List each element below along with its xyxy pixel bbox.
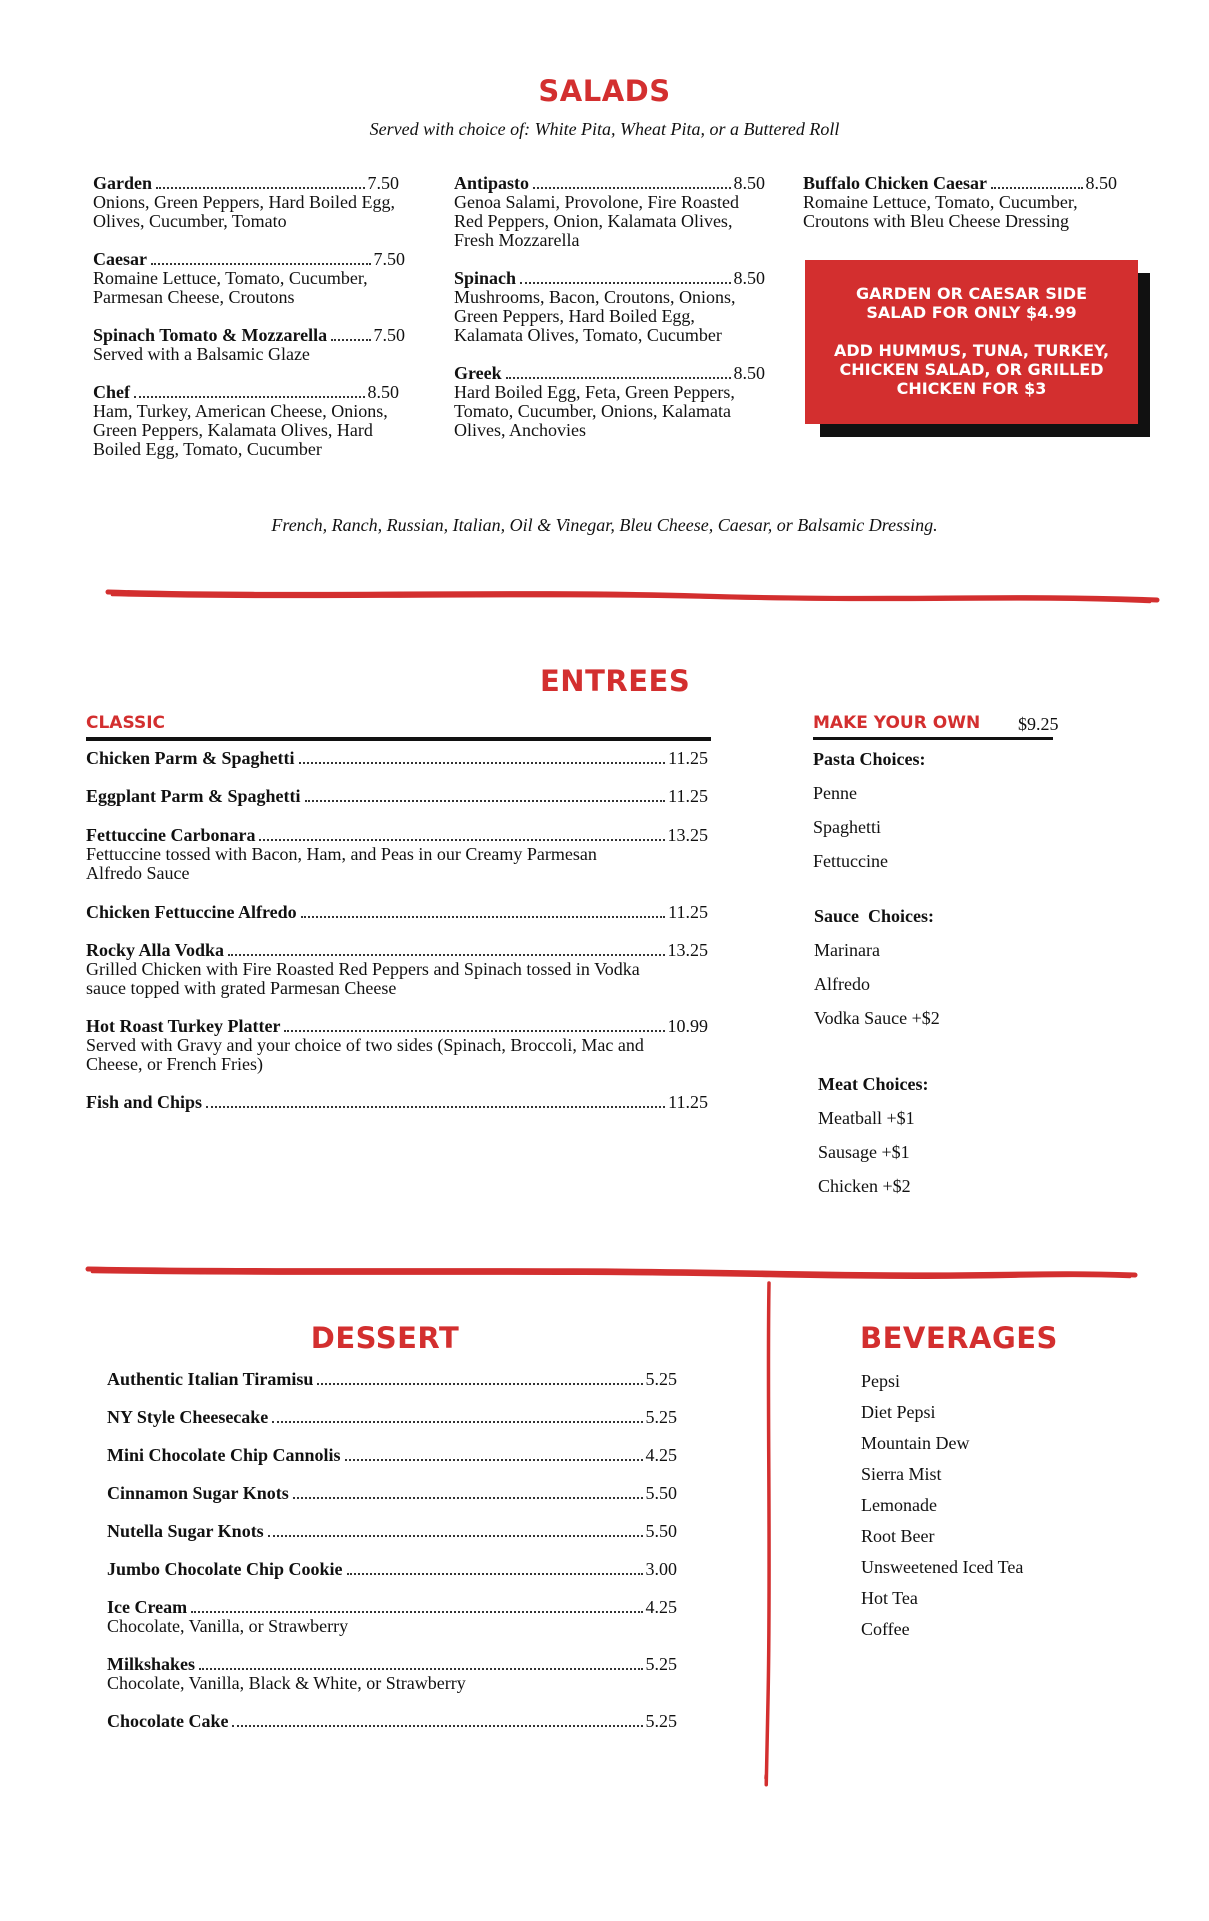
leader-dots [305, 800, 666, 802]
item-name: Authentic Italian Tiramisu [107, 1369, 314, 1389]
dessert-item-milkshakes [107, 1655, 677, 1693]
item-price: 8.50 [1085, 173, 1117, 193]
item-desc: Chocolate, Vanilla, Black & White, or Strawberry [107, 1673, 466, 1693]
entree-item-hot-roast-turkey-platter [86, 1017, 708, 1074]
item-price: 7.50 [373, 325, 405, 345]
salads-title: SALADS [538, 74, 671, 108]
salad-item-buffalo-chicken-caesar [803, 174, 1117, 231]
item-desc: Served with Gravy and your choice of two sides (Spinach, Broccoli, Mac and Cheese, or French Fries) [86, 1035, 644, 1074]
item-name: Caesar [93, 249, 147, 269]
meat-choice: Sausage +$1 [818, 1142, 910, 1162]
salad-item-antipasto [454, 174, 765, 250]
leader-dots [347, 1573, 643, 1575]
leader-dots [991, 187, 1083, 189]
item-price: 8.50 [733, 363, 765, 383]
item-price: 13.25 [667, 825, 708, 845]
item-name: Chicken Fettuccine Alfredo [86, 902, 297, 922]
item-price: 3.00 [645, 1559, 677, 1579]
item-price: 5.25 [645, 1654, 677, 1674]
dressings-note: French, Ranch, Russian, Italian, Oil & Vinegar, Bleu Cheese, Caesar, or Balsamic Dressing. [271, 515, 938, 535]
dessert-title: DESSERT [310, 1321, 460, 1355]
meat-choice: Chicken +$2 [818, 1176, 911, 1196]
entree-item-chicken-parm [86, 749, 708, 768]
item-name: Fettuccine Carbonara [86, 825, 256, 845]
leader-dots [533, 187, 730, 189]
item-price: 8.50 [733, 268, 765, 288]
promo-add-protein: ADD HUMMUS, TUNA, TURKEY, CHICKEN SALAD, OR GRILLED CHICKEN FOR $3 [833, 341, 1110, 398]
meat-choice: Meatball +$1 [818, 1108, 915, 1128]
item-desc: Romaine Lettuce, Tomato, Cucumber, Croutons with Bleu Cheese Dressing [803, 192, 1078, 231]
leader-dots [228, 954, 664, 956]
dessert-item-ice-cream [107, 1598, 677, 1636]
item-desc: Fettuccine tossed with Bacon, Ham, and Peas in our Creamy Parmesan Alfredo Sauce [86, 844, 597, 883]
leader-dots [206, 1106, 665, 1108]
entree-item-fish-and-chips [86, 1093, 708, 1112]
item-name: Chicken Parm & Spaghetti [86, 748, 295, 768]
meat-choices-title: Meat Choices: [818, 1074, 929, 1094]
pasta-choice: Spaghetti [813, 817, 881, 837]
dessert-item-jumbo-cookie [107, 1560, 677, 1579]
make-your-own-rule [813, 737, 1053, 740]
leader-dots [299, 762, 666, 764]
entrees-title: ENTREES [540, 664, 691, 698]
item-name: NY Style Cheesecake [107, 1407, 269, 1427]
dessert-item-cheesecake [107, 1408, 677, 1427]
beverage-item: Hot Tea [861, 1588, 918, 1608]
item-name: Garden [93, 173, 153, 193]
item-desc: Genoa Salami, Provolone, Fire Roasted Red Peppers, Onion, Kalamata Olives, Fresh Mozzarella [454, 192, 739, 250]
item-price: 5.50 [645, 1521, 677, 1541]
item-name: Ice Cream [107, 1597, 188, 1617]
item-price: 7.50 [373, 249, 405, 269]
leader-dots [134, 396, 365, 398]
leader-dots [199, 1668, 642, 1670]
item-price: 5.25 [645, 1407, 677, 1427]
item-name: Mini Chocolate Chip Cannolis [107, 1445, 341, 1465]
item-name: Hot Roast Turkey Platter [86, 1016, 281, 1036]
salads-subtitle: Served with choice of: White Pita, Wheat Pita, or a Buttered Roll [369, 119, 840, 139]
item-name: Spinach Tomato & Mozzarella [93, 325, 328, 345]
item-price: 4.25 [645, 1445, 677, 1465]
item-desc: Romaine Lettuce, Tomato, Cucumber, Parmesan Cheese, Croutons [93, 268, 368, 307]
beverage-item: Unsweetened Iced Tea [861, 1557, 1024, 1577]
leader-dots [156, 187, 364, 189]
sauce-choice: Marinara [814, 940, 880, 960]
item-price: 5.50 [645, 1483, 677, 1503]
beverage-item: Sierra Mist [861, 1464, 942, 1484]
beverage-item: Pepsi [861, 1371, 901, 1391]
item-price: 11.25 [668, 786, 708, 806]
leader-dots [317, 1383, 642, 1385]
beverage-item: Diet Pepsi [861, 1402, 936, 1422]
beverage-item: Coffee [861, 1619, 910, 1639]
item-name: Spinach [454, 268, 517, 288]
item-name: Chef [93, 382, 130, 402]
dessert-item-cinnamon-sugar-knots [107, 1484, 677, 1503]
item-price: 11.25 [668, 748, 708, 768]
item-desc: Ham, Turkey, American Cheese, Onions, Green Peppers, Kalamata Olives, Hard Boiled Egg, Tomato, Cucumber [93, 401, 388, 459]
item-name: Chocolate Cake [107, 1711, 229, 1731]
salad-item-greek [454, 364, 765, 440]
beverages-title: BEVERAGES [860, 1321, 1058, 1355]
item-name: Jumbo Chocolate Chip Cookie [107, 1559, 343, 1579]
beverage-item: Lemonade [861, 1495, 937, 1515]
item-desc: Hard Boiled Egg, Feta, Green Peppers, Tomato, Cucumber, Onions, Kalamata Olives, Anchovies [454, 382, 735, 440]
item-price: 11.25 [668, 902, 708, 922]
item-name: Fish and Chips [86, 1092, 203, 1112]
leader-dots [232, 1725, 642, 1727]
item-price: 5.25 [645, 1369, 677, 1389]
leader-dots [293, 1497, 643, 1499]
dessert-item-tiramisu [107, 1370, 677, 1389]
item-name: Cinnamon Sugar Knots [107, 1483, 289, 1503]
item-price: 8.50 [367, 382, 399, 402]
leader-dots [268, 1535, 643, 1537]
pasta-choices-title: Pasta Choices: [813, 749, 926, 769]
item-name: Rocky Alla Vodka [86, 940, 225, 960]
leader-dots [345, 1459, 643, 1461]
salad-item-spinach-tomato-mozzarella [93, 326, 405, 364]
pasta-choice: Penne [813, 783, 857, 803]
item-price: 5.25 [645, 1711, 677, 1731]
item-price: 11.25 [668, 1092, 708, 1112]
leader-dots [284, 1030, 664, 1032]
leader-dots [506, 377, 731, 379]
promo-side-salad: GARDEN OR CAESAR SIDE SALAD FOR ONLY $4.99 [855, 284, 1088, 322]
item-name: Eggplant Parm & Spaghetti [86, 786, 301, 806]
beverage-item: Root Beer [861, 1526, 935, 1546]
classic-rule [86, 737, 711, 741]
beverage-item: Mountain Dew [861, 1433, 970, 1453]
item-name: Antipasto [454, 173, 530, 193]
item-desc: Chocolate, Vanilla, or Strawberry [107, 1616, 349, 1636]
salad-item-garden [93, 174, 399, 231]
entree-item-fettuccine-carbonara [86, 826, 708, 883]
salad-item-chef [93, 383, 399, 459]
leader-dots [259, 839, 664, 841]
pasta-choice: Fettuccine [813, 851, 888, 871]
item-desc: Served with a Balsamic Glaze [93, 344, 310, 364]
item-price: 10.99 [667, 1016, 708, 1036]
entree-item-eggplant-parm [86, 787, 708, 806]
salad-item-caesar [93, 250, 405, 307]
item-desc: Onions, Green Peppers, Hard Boiled Egg, Olives, Cucumber, Tomato [93, 192, 395, 231]
sauce-choice: Alfredo [814, 974, 870, 994]
leader-dots [301, 916, 666, 918]
item-price: 13.25 [667, 940, 708, 960]
item-price: 4.25 [645, 1597, 677, 1617]
item-desc: Mushrooms, Bacon, Croutons, Onions, Green Peppers, Hard Boiled Egg, Kalamata Olives, Tomato, Cucumber [454, 287, 736, 345]
leader-dots [520, 282, 730, 284]
make-your-own-label: MAKE YOUR OWN [813, 713, 981, 733]
sauce-choices-title: Sauce Choices: [814, 906, 934, 926]
item-price: 8.50 [733, 173, 765, 193]
item-price: 7.50 [367, 173, 399, 193]
classic-label: CLASSIC [86, 713, 165, 733]
leader-dots [191, 1611, 642, 1613]
make-your-own-price: $9.25 [1018, 714, 1059, 734]
promo-box [805, 260, 1138, 424]
item-name: Milkshakes [107, 1654, 196, 1674]
sauce-choice: Vodka Sauce +$2 [814, 1008, 940, 1028]
leader-dots [272, 1421, 642, 1423]
entree-item-chicken-fettuccine-alfredo [86, 903, 708, 922]
leader-dots [151, 263, 371, 265]
salad-item-spinach [454, 269, 765, 345]
dessert-item-cannolis [107, 1446, 677, 1465]
dessert-item-nutella-sugar-knots [107, 1522, 677, 1541]
item-name: Nutella Sugar Knots [107, 1521, 264, 1541]
item-name: Greek [454, 363, 502, 383]
entree-item-rocky-alla-vodka [86, 941, 708, 998]
leader-dots [331, 339, 370, 341]
dessert-item-chocolate-cake [107, 1712, 677, 1731]
item-desc: Grilled Chicken with Fire Roasted Red Peppers and Spinach tossed in Vodka sauce topped with grated Parmesan Cheese [86, 959, 640, 998]
item-name: Buffalo Chicken Caesar [803, 173, 987, 193]
